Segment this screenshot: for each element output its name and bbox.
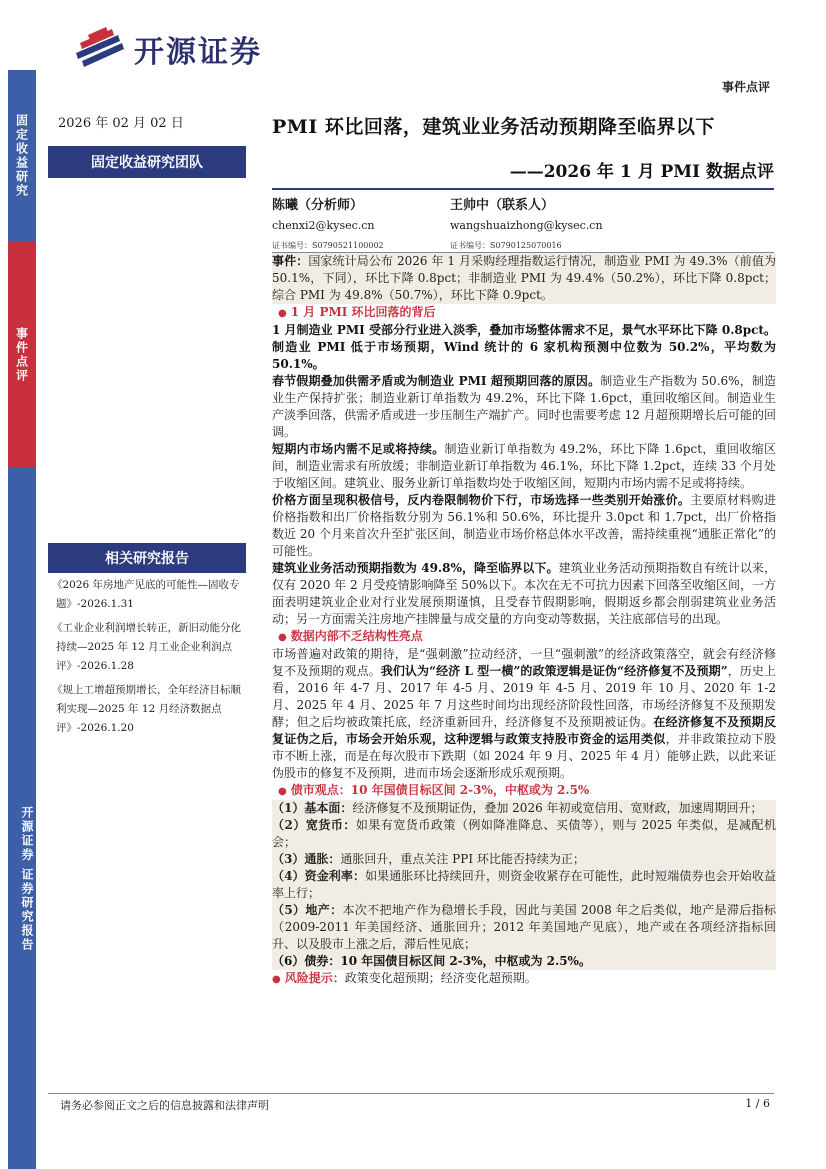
paragraph-4 xyxy=(272,492,776,560)
view-item-text: 10 年国债目标区间 2-3%，中枢或为 2.5%。 xyxy=(340,954,591,968)
doc-type-label: 事件点评 xyxy=(721,80,770,94)
view-item xyxy=(272,868,776,902)
risk-label: ● 风险提示： xyxy=(272,971,345,985)
view-item xyxy=(272,953,776,970)
paragraph-2-lead: 春节假期叠加供需矛盾或为制造业 PMI 超预期回落的原因。 xyxy=(272,374,601,388)
view-item-label: （4）资金利率： xyxy=(272,869,366,883)
view-item-text: 经济修复不及预期证伪，叠加 2026 年初或宽信用、宽财政，加速周期回升； xyxy=(352,801,763,815)
side-strip xyxy=(8,70,36,1169)
paragraph-6-bold-b: 在经济修复不及预期反复证伪之后，市场会开始乐观，这种逻辑与政策支持股市资金的运用类似 xyxy=(272,715,776,746)
side-label-bottom: 开源证券 证券研究报告 xyxy=(8,468,36,1169)
paragraph-5 xyxy=(272,560,776,628)
title-divider xyxy=(272,188,774,190)
view-item-label: （2）宽货币： xyxy=(272,818,356,832)
event-paragraph xyxy=(272,253,776,304)
analyst-cert: 证书编号：S0790521100002 xyxy=(272,241,384,250)
paragraph-4-text: 主要原材料购进价格指数和出厂价格指数分别为 56.1%和 50.6%，环比提升 3.0pct 和 1.7pct，出厂价格指数近 20 个月来首次升至扩张区间，制造业市场价格总体水平改善，需持续重视“通胀正常化”的可能性。 xyxy=(272,493,776,558)
paragraph-6-text-a: 市场普遍对政策的期待，是“强刺激”拉动经济，一旦“强刺激”的经济政策落空，就会有经济修复不及预期的观点。 xyxy=(272,647,776,678)
related-reports-title: 相关研究报告 xyxy=(48,543,246,573)
view-item-text: 如果有宽货币政策（例如降准降息、买债等），则与 2025 年类似，是减配机会； xyxy=(272,818,777,849)
paragraph-5-lead: 建筑业业务活动预期指数为 49.8%，降至临界以下。 xyxy=(272,561,559,575)
risk-paragraph xyxy=(272,970,776,988)
view-item-label: （3）通胀： xyxy=(272,852,341,866)
view-item-label: （6）债券： xyxy=(272,954,341,968)
view-item-text: 通胀回升，重点关注 PPI 环比能否持续为正； xyxy=(340,852,585,866)
view-item-text: 如果通胀环比持续回升，则资金收紧存在可能性，此时短端债券也会开始收益率上行； xyxy=(272,869,776,900)
contact-card xyxy=(450,197,603,254)
paragraph-6-text-c: ，并非政策拉动下股市不断上涨，而是在每次股市下跌期（如 2024 年 9 月、2025 年 4 月）能够止跌，以此来证伪股市的修复不及预期，进而市场会逐渐形成乐观预期。 xyxy=(272,732,776,780)
view-item xyxy=(272,800,776,817)
risk-text: 政策变化超预期；经济变化超预期。 xyxy=(344,971,537,985)
paragraph-3-text: 制造业新订单指数为 49.2%，环比下降 1.6pct，重回收缩区间，制造业需求有所放缓；非制造业新订单指数为 46.1%，环比下降 1.2pct，连续 33 个月处于收缩区间。建筑业、服务业新订单指数均处于收缩区间，短期内市场内需不足或将持续。 xyxy=(272,442,776,490)
contact-name: 王帅中（联系人） xyxy=(450,198,555,213)
paragraph-6-bold-a: 我们认为“经济 L 型一横”的政策逻辑是证伪“经济修复不及预期” xyxy=(380,664,728,678)
section-heading-2: ● 数据内部不乏结构性亮点 xyxy=(272,628,776,646)
analyst-email[interactable]: chenxi2@kysec.cn xyxy=(272,219,375,232)
contact-cert: 证书编号：S0790125070016 xyxy=(450,241,562,250)
report-title: PMI 环比回落，建筑业业务活动预期降至临界以下 xyxy=(272,116,715,138)
logo-mark-icon xyxy=(74,27,126,71)
view-item-label: （1）基本面： xyxy=(272,801,353,815)
paragraph-2-text: 制造业生产指数为 50.6%，制造业生产保持扩张；制造业新订单指数为 49.2%，环比下降 1.6pct，重回收缩区间。制造业生产淡季回落，供需矛盾或进一步压制生产端扩产。同时也需要考虑 12 月超预期增长后可能的回调。 xyxy=(272,374,776,439)
page-number: 1 / 6 xyxy=(745,1097,770,1110)
event-label: 事件： xyxy=(272,254,309,268)
analyst-name: 陈曦（分析师） xyxy=(272,198,364,213)
side-label-top: 固定收益研究 xyxy=(8,70,36,242)
paragraph-4-lead: 价格方面呈现积极信号，反内卷限制物价下行，市场选择一些类别开始涨价。 xyxy=(272,493,691,507)
side-label-mid: 事件点评 xyxy=(8,242,36,468)
event-text: 国家统计局公布 2026 年 1 月采购经理指数运行情况，制造业 PMI 为 49.3%（前值为 50.1%，下同），环比下降 0.8pct；非制造业 PMI 为 49.4%（50.2%），环比下降 0.8pct；综合 PMI 为 49.8%（50.7%），环比下降 0.9pct。 xyxy=(272,254,776,302)
view-item-label: （5）地产： xyxy=(272,903,343,917)
view-item xyxy=(272,851,776,868)
footer-disclaimer: 请务必参阅正文之后的信息披露和法律声明 xyxy=(60,1099,269,1112)
paragraph-2 xyxy=(272,373,776,441)
analyst-card xyxy=(272,197,384,254)
view-item-text: 本次不把地产作为稳增长手段，因此与美国 2008 年之后类似，地产是滞后指标（2009-2011 年美国经济、通胀回升；2012 年美国地产见底），地产或在各项经济指标回升、以及股市上涨之后，滞后性见底； xyxy=(272,903,777,951)
paragraph-5-text: 建筑业业务活动预期指数自有统计以来，仅有 2020 年 2 月受疫情影响降至 50%以下。本次在无不可抗力因素下回落至收缩区间，一方面表明建筑业企业对行业发展预期谨慎，且受春节假期影响，假期返乡都会削弱建筑业业务活动；另一方面需关注房地产挂牌量与成交量的方向变动等数据，关注底部信号的出现。 xyxy=(272,561,776,626)
footer-divider xyxy=(48,1093,774,1094)
team-label: 固定收益研究团队 xyxy=(48,146,246,178)
company-logo xyxy=(74,27,262,71)
contact-email[interactable]: wangshuaizhong@kysec.cn xyxy=(450,219,603,232)
paragraph-3 xyxy=(272,441,776,492)
report-date: 2026 年 02 月 02 日 xyxy=(58,116,184,131)
related-report-item[interactable]: 《规上工增超预期增长，全年经济目标顺利实现—2025 年 12 月经济数据点评》-2026.1.20 xyxy=(52,684,241,734)
section-heading-1: ● 1 月 PMI 环比回落的背后 xyxy=(272,304,776,322)
paragraph-3-lead: 短期内市场内需不足或将持续。 xyxy=(272,442,445,456)
paragraph-6-text-b: ，历史上看，2016 年 4-7 月、2017 年 4-5 月、2019 年 4-5 月、2019 年 10 月、2020 年 1-2 月、2025 年 4 月、2025 年 7 月这些时间均出现经济阶段性回落，市场经济修复不及预期发酵；但之后均被政策托底，经济重新回升，经济修复不及预期被证伪。 xyxy=(272,664,776,729)
related-report-item[interactable]: 《2026 年房地产见底的可能性—固收专题》-2026.1.31 xyxy=(52,579,240,610)
section-heading-3: ● 债市观点：10 年国债目标区间 2-3%，中枢或为 2.5% xyxy=(272,782,776,800)
related-report-item[interactable]: 《工业企业利润增长转正，新旧动能分化持续—2025 年 12 月工业企业利润点评》-2026.1.28 xyxy=(52,622,241,672)
paragraph-1: 1 月制造业 PMI 受部分行业进入淡季，叠加市场整体需求不足，景气水平环比下降 0.8pct。制造业 PMI 低于市场预期，Wind 统计的 6 家机构预测中位数为 50.2%，平均数为 50.1%。 xyxy=(272,323,776,371)
report-body xyxy=(272,253,776,988)
related-reports-list xyxy=(50,576,246,743)
logo-text: 开源证券 xyxy=(134,35,262,70)
view-item xyxy=(272,902,776,953)
paragraph-6 xyxy=(272,646,776,782)
report-subtitle: ——2026 年 1 月 PMI 数据点评 xyxy=(509,162,774,182)
view-item xyxy=(272,817,776,851)
